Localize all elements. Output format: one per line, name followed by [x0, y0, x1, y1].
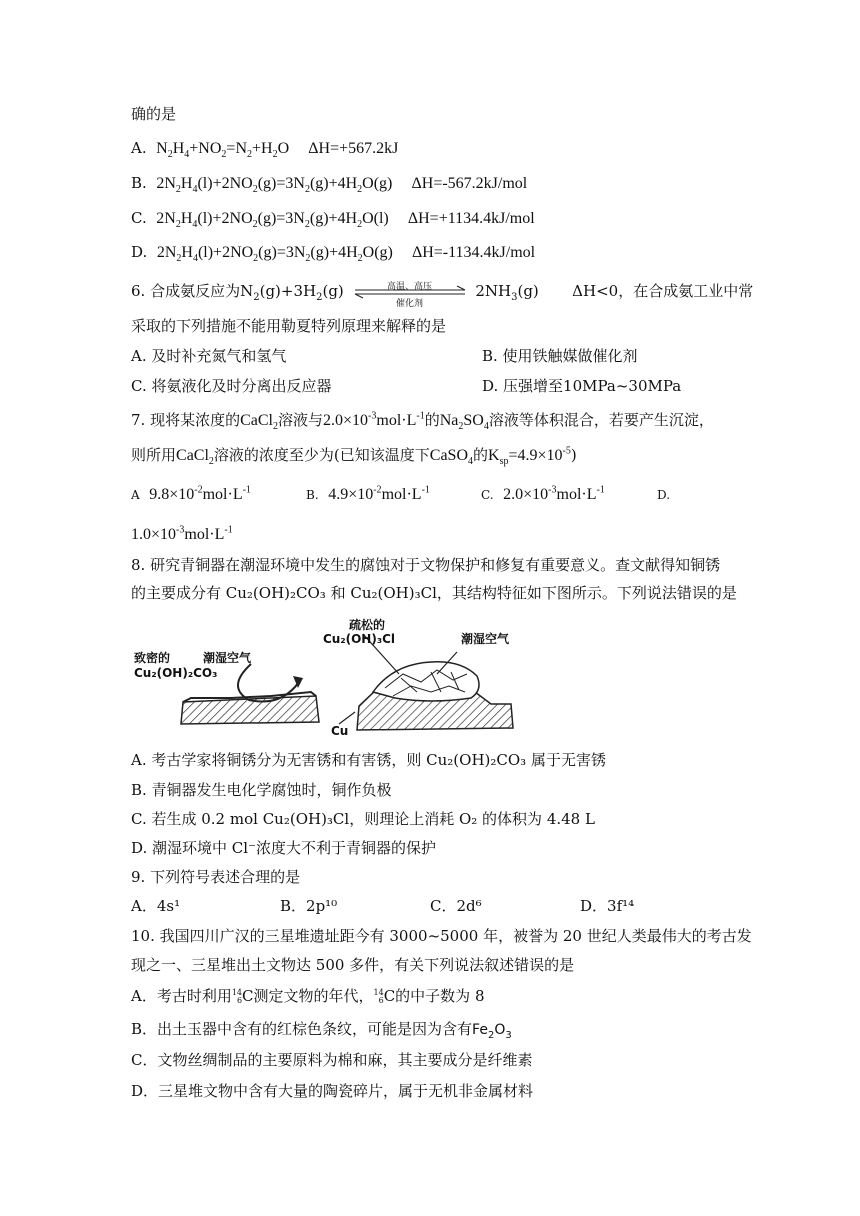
q10-option-b: B．出土玉器中含有的红棕色条纹，可能是因为含有$Fe_2O_3$: [131, 1020, 512, 1041]
q7-stem-line1: 7. 现将某浓度的CaCl$_2$溶液与$2.0\times 10^{-3}mol\cdot L^{-1}$的$Na_2SO_4$溶液等体积混合，若要产生沉淀，: [131, 410, 714, 433]
option-label: A.: [131, 139, 147, 157]
q6-option-b: B. 使用铁触媒做催化剂: [482, 347, 638, 365]
equilibrium-arrow: [351, 281, 469, 309]
condition-bottom: 催化剂: [396, 299, 424, 309]
condition-top: 高温、高压: [387, 282, 433, 292]
q7-option-b: B. $4.9\times 10^{-2}mol\cdot L^{-1}$: [306, 484, 430, 503]
option-label: D.: [131, 243, 148, 261]
label-loose: 疏松的: [349, 618, 386, 632]
enthalpy: ΔH=+1134.4kJ/mol: [407, 210, 535, 227]
equation: $2N_2H_4(l)+2NO_2(g)=3N_2(g)+4H_2O(l)$: [156, 210, 389, 231]
label-cu2oh2co3: Cu₂(OH)₂CO₃: [134, 666, 218, 680]
q8-option-b: B. 青铜器发生电化学腐蚀时，铜作负极: [131, 781, 392, 799]
q8-stem-line1: 8. 研究青铜器在潮湿环境中发生的腐蚀对于文物保护和修复有重要意义。查文献得知铜锈: [131, 556, 721, 574]
q7-option-d-label: D.: [657, 488, 671, 502]
label-cu: Cu: [331, 724, 349, 738]
q7-option-c: C. $2.0\times 10^{-3}mol\cdot L^{-1}$: [481, 484, 605, 503]
q9-stem: 9. 下列符号表述合理的是: [131, 868, 301, 886]
q5-option-c: [131, 208, 535, 229]
equation: $2N_2H_4(l)+2NO_2(g)=3N_2(g)+4H_2O(g)$: [156, 175, 393, 196]
q9-option-d: D．3f¹⁴: [580, 897, 635, 915]
q6-option-d: D. 压强增至10MPa~30MPa: [482, 377, 682, 395]
label-humid-air-right: 潮湿空气: [461, 632, 510, 646]
enthalpy: ΔH=-1134.4kJ/mol: [411, 244, 536, 261]
q9-option-b: B．2p¹⁰: [280, 897, 338, 915]
q10-option-c: C．文物丝绸制品的主要原料为棉和麻，其主要成分是纤维素: [131, 1051, 533, 1069]
q8-option-a: A. 考古学家将铜锈分为无害锈和有害锈，则 Cu₂(OH)₂CO₃ 属于无害锈: [131, 751, 606, 769]
reaction-reactants: $N_2(g)+3H_2(g)$: [240, 282, 344, 303]
reaction-product: $2NH_3(g)$: [475, 282, 539, 303]
q9-option-a: A．4s¹: [131, 897, 181, 915]
bronze-corrosion-figure: [131, 612, 561, 744]
q5-option-d: [131, 242, 535, 263]
q6-option-c: C. 将氨液化及时分离出反应器: [131, 377, 332, 395]
q6-option-a: A. 及时补充氮气和氢气: [131, 347, 287, 365]
q7-option-a: A $9.8\times 10^{-2}mol\cdot L^{-1}$: [131, 484, 251, 503]
equation: $2N_2H_4(l)+2NO_2(g)=3N_2(g)+4H_2O(g)$: [156, 244, 393, 265]
q10-stem-line1: 10. 我国四川广汉的三星堆遗址距今有 3000~5000 年，被誉为 20 世纪人类最伟大的考古发: [131, 927, 752, 945]
q10-stem-line2: 现之一、三星堆出土文物达 500 多件，有关下列说法叙述错误的是: [131, 956, 575, 974]
enthalpy: ΔH=+567.2kJ: [308, 140, 399, 157]
q10-option-d: D．三星堆文物中含有大量的陶瓷碎片，属于无机非金属材料: [131, 1082, 534, 1100]
option-label: C.: [131, 209, 147, 227]
q9-option-c: C．2d⁶: [430, 897, 482, 915]
enthalpy: ΔH<0: [572, 282, 619, 300]
enthalpy: ΔH=-567.2kJ/mol: [411, 175, 528, 192]
q7-option-d-value: $1.0\times 10^{-3}mol\cdot L^{-1}$: [131, 524, 233, 543]
q5-stem-tail: 确的是: [131, 105, 177, 123]
equation: $N_2H_4+NO_2=N_2+H_2O$: [156, 140, 290, 161]
q8-stem-line2: 的主要成分有 Cu₂(OH)₂CO₃ 和 Cu₂(OH)₃Cl，其结构特征如下图所示。下列说法错误的是: [131, 584, 737, 602]
q10-option-a: A．考古时利用14 6C测定文物的年代，14 6C的中子数为 8: [131, 987, 485, 1005]
label-humid-air-left: 潮湿空气: [203, 651, 252, 665]
q7-stem-line2: 则所用CaCl$_2$溶液的浓度至少为(已知该温度下CaSO$_4$的$K_{sp}=4.9\times 10^{-5}$): [131, 445, 577, 468]
q8-option-c: C. 若生成 0.2 mol Cu₂(OH)₃Cl，则理论上消耗 O₂ 的体积为 4.48 L: [131, 810, 595, 828]
q6-stem-line1: 6. 合成氨反应为$N_2(g)+3H_2(g)$ 高温、高压 催化剂 $2NH_3(g)$ ΔH<0，在合成氨工业中常: [131, 281, 753, 303]
q5-option-a: [131, 138, 398, 159]
q6-stem-line2: 采取的下列措施不能用勒夏特列原理来解释的是: [131, 317, 447, 335]
label-dense: 致密的: [134, 651, 171, 665]
q8-option-d: D. 潮湿环境中 Cl⁻浓度大不利于青铜器的保护: [131, 839, 436, 857]
option-label: B.: [131, 174, 147, 192]
q5-option-b: [131, 173, 527, 194]
label-cu2oh3cl: Cu₂(OH)₃Cl: [323, 632, 395, 646]
